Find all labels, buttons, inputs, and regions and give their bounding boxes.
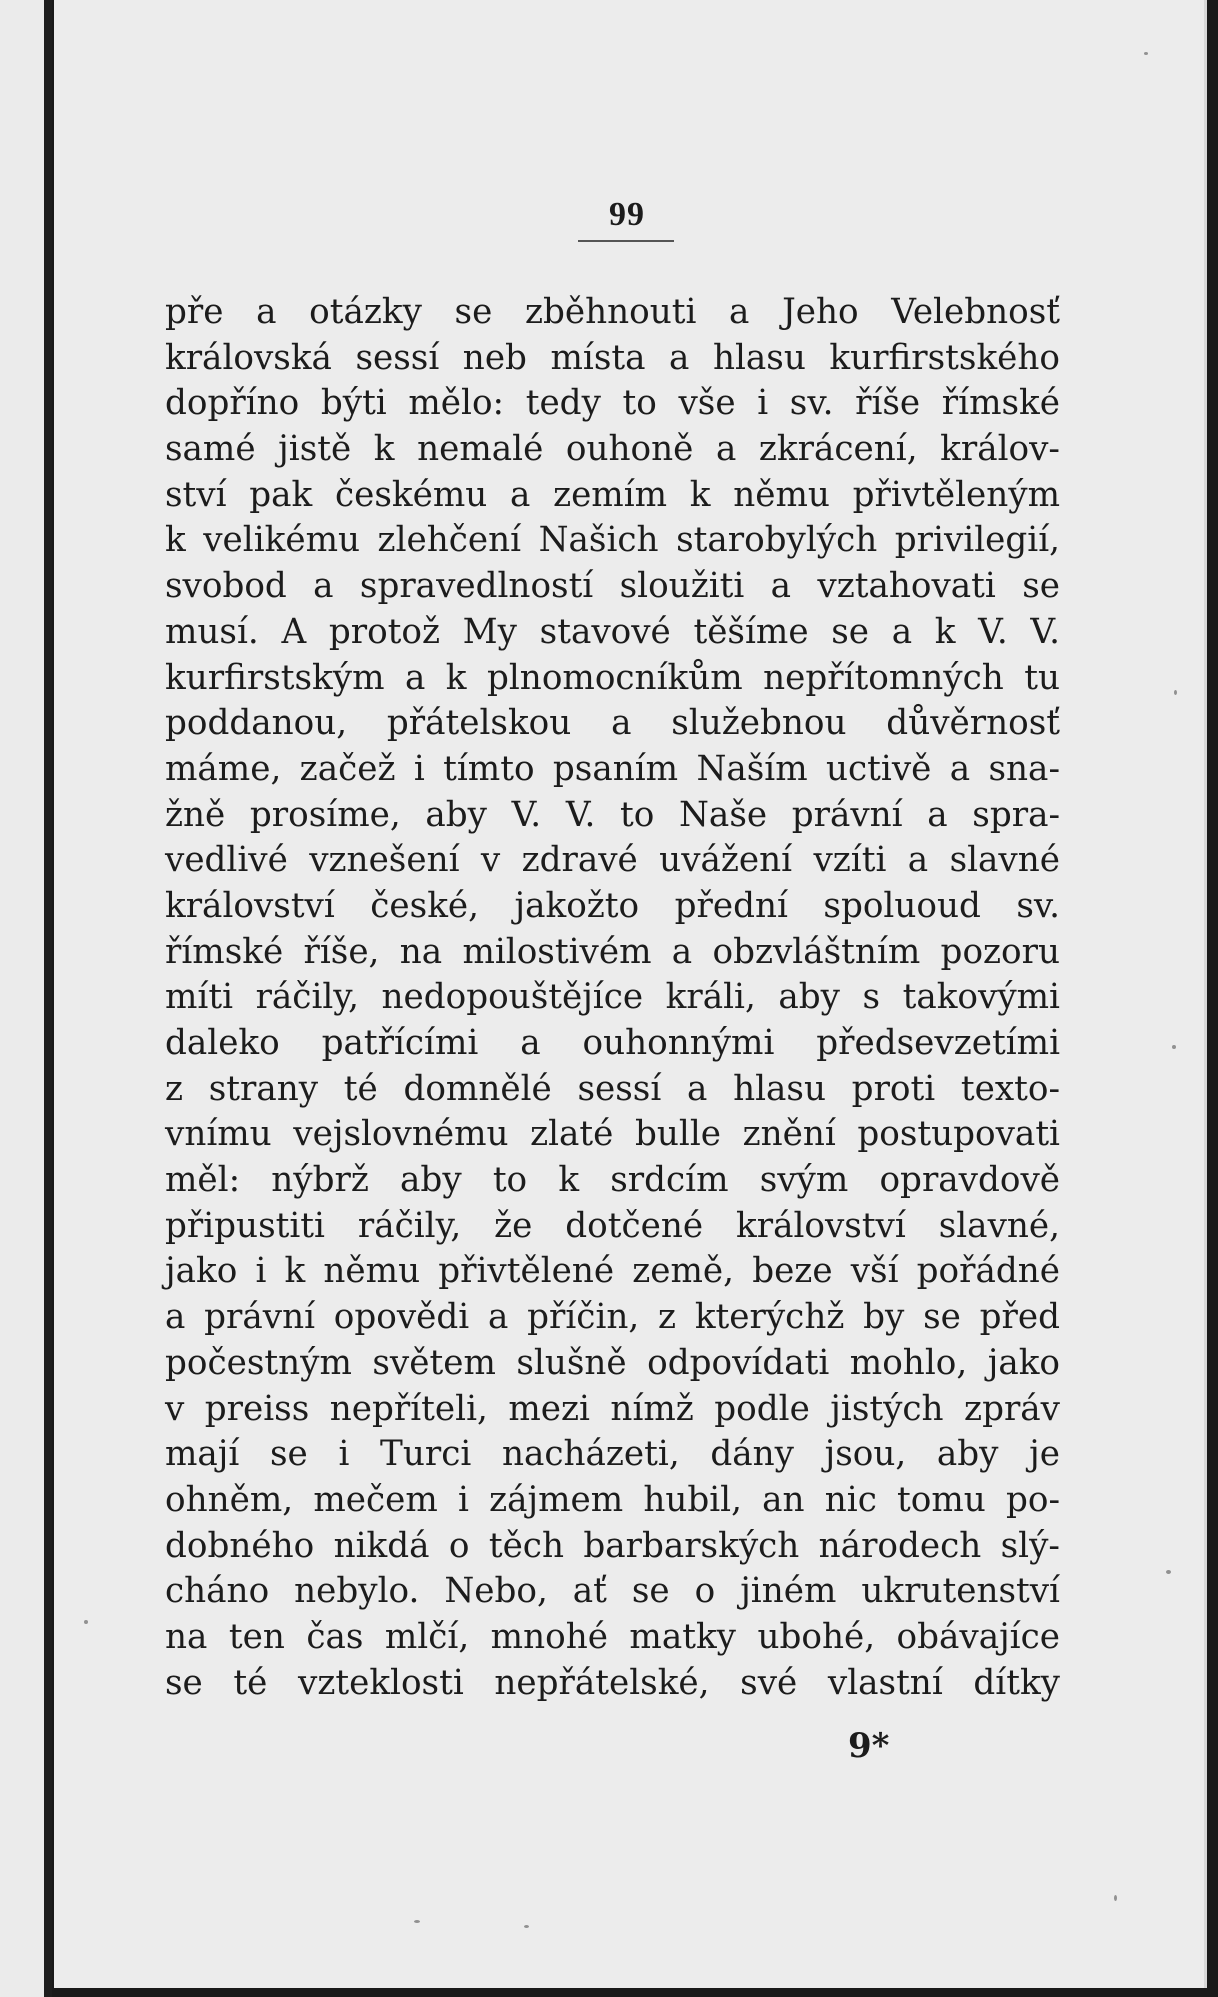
paper-speck <box>1114 1895 1117 1901</box>
text-line: na ten čas mlčí, mnohé matky ubohé, obávajíce <box>165 1616 1060 1657</box>
page-number: 99 <box>609 196 645 233</box>
text-line: království české, jakožto přední spoluoud sv. <box>165 885 1060 926</box>
text-line: žně prosíme, aby V. V. to Naše právní a spra- <box>165 794 1060 835</box>
text-line: mají se i Turci nacházeti, dány jsou, aby je <box>165 1434 1060 1475</box>
text-line: kurfirstským a k plnomocníkům nepřítomných tu <box>165 657 1060 698</box>
text-line: svobod a spravedlností sloužiti a vztahovati se <box>165 566 1060 607</box>
text-line: poddanou, přátelskou a služebnou důvěrnosť <box>165 703 1060 744</box>
previous-page-edge <box>0 0 44 1997</box>
text-line: samé jistě k nemalé ouhoně a zkrácení, králov- <box>165 429 1060 470</box>
text-line: míti ráčily, nedopouštějíce králi, aby s takovými <box>165 977 1060 1018</box>
page-gutter-shadow <box>44 0 52 1997</box>
text-line: vnímu vejslovnému zlaté bulle znění postupovati <box>165 1114 1060 1155</box>
body-text <box>165 290 1060 1706</box>
paper-speck <box>1174 690 1177 695</box>
text-line: vedlivé vznešení v zdravé uvážení vzíti a slavné <box>165 840 1060 881</box>
text-line: a právní opovědi a příčin, z kterýchž by se před <box>165 1297 1060 1338</box>
text-line: královská sessí neb místa a hlasu kurfirstského <box>165 337 1060 378</box>
text-line: pře a otázky se zběhnouti a Jeho Velebnosť <box>165 292 1060 332</box>
text-line: se té vzteklosti nepřátelské, své vlastní dítky <box>165 1662 1060 1703</box>
printer-signature-mark: 9* <box>848 1726 890 1766</box>
text-line: cháno nebylo. Nebo, ať se o jiném ukrutenství <box>165 1571 1060 1612</box>
text-line: v preiss nepříteli, mezi nímž podle jistých zpráv <box>165 1388 1060 1429</box>
text-line: počestným světem slušně odpovídati mohlo, jako <box>165 1342 1060 1383</box>
paper-speck <box>84 1620 88 1624</box>
text-line: z strany té domnělé sessí a hlasu proti texto- <box>165 1068 1060 1109</box>
text-line: daleko patřícími a ouhonnými předsevzetími <box>165 1023 1060 1063</box>
text-line: máme, začež i tímto psaním Naším uctivě a sna- <box>165 748 1060 789</box>
text-line: ství pak českému a zemím k němu přivtěleným <box>165 474 1060 515</box>
text-line: dopříno býti mělo: tedy to vše i sv. říše římské <box>165 383 1060 424</box>
text-line: k velikému zlehčení Našich starobylých privilegií, <box>165 520 1060 561</box>
text-line: ohněm, mečem i zájmem hubil, an nic tomu po- <box>165 1479 1060 1520</box>
page-number-underline <box>578 240 674 242</box>
paper-speck <box>1172 1045 1176 1049</box>
paper-speck <box>1166 1570 1171 1574</box>
text-line: římské říše, na milostivém a obzvláštním pozoru <box>165 931 1060 972</box>
paper-speck <box>1144 52 1148 55</box>
text-line: připustiti ráčily, že dotčené království slavné, <box>165 1205 1060 1246</box>
paper-speck <box>524 1925 529 1928</box>
text-line: dobného nikdá o těch barbarských národech slý- <box>165 1525 1060 1566</box>
paper-speck <box>414 1920 420 1923</box>
text-line: měl: nýbrž aby to k srdcím svým opravdově <box>165 1160 1060 1201</box>
text-line: musí. A protož My stavové těšíme se a k V. V. <box>165 611 1060 652</box>
text-line: jako i k němu přivtělené země, beze vší pořádné <box>165 1251 1060 1292</box>
